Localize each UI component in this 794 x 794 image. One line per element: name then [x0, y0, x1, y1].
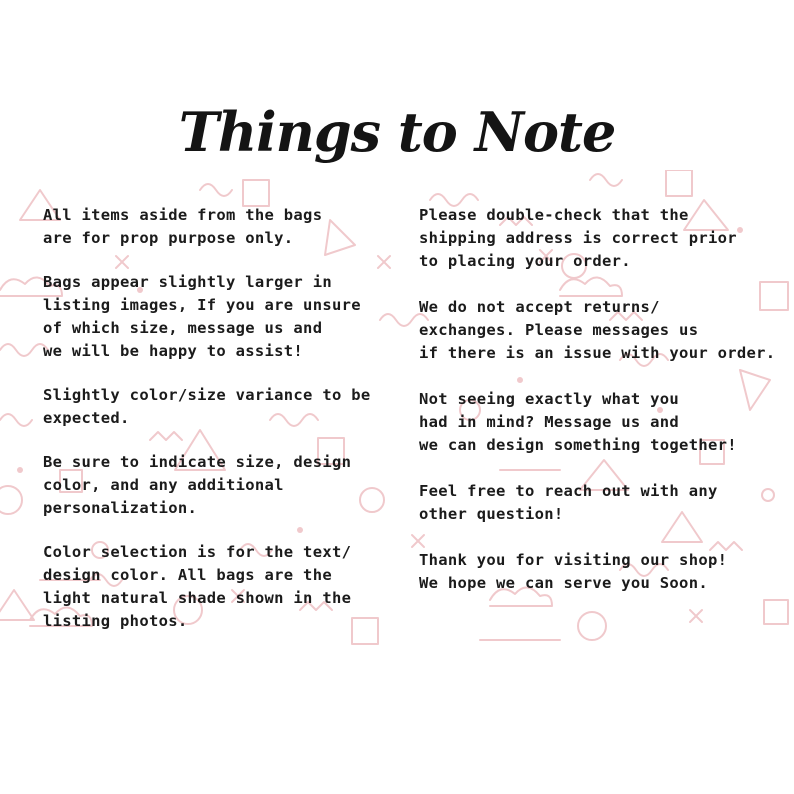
note-paragraph: Thank you for visiting our shop! We hope we can serve you Soon. — [419, 551, 728, 592]
note-paragraph: Color selection is for the text/ design color. All bags are the light natural shade shown in the listing photos. — [43, 543, 352, 630]
page-title: Things to Note — [178, 100, 616, 164]
note-paragraph: We do not accept returns/ exchanges. Please messages us if there is an issue with your order. — [419, 298, 776, 362]
note-paragraph: Not seeing exactly what you had in mind? Message us and we can design something together! — [419, 390, 737, 454]
note-paragraph: Bags appear slightly larger in listing images, If you are unsure of which size, message us and we will be happy to assist! — [43, 273, 361, 360]
note-paragraph: Slightly color/size variance to be expected. — [43, 386, 371, 427]
note-paragraph: Be sure to indicate size, design color, and any additional personalization. — [43, 453, 352, 517]
note-paragraph: Feel free to reach out with any other question! — [419, 482, 718, 523]
right-notes-column — [419, 204, 791, 618]
note-paragraph: All items aside from the bags are for prop purpose only. — [43, 206, 323, 247]
left-notes-column — [43, 204, 388, 654]
note-paragraph: Please double-check that the shipping address is correct prior to placing your order. — [419, 206, 737, 270]
